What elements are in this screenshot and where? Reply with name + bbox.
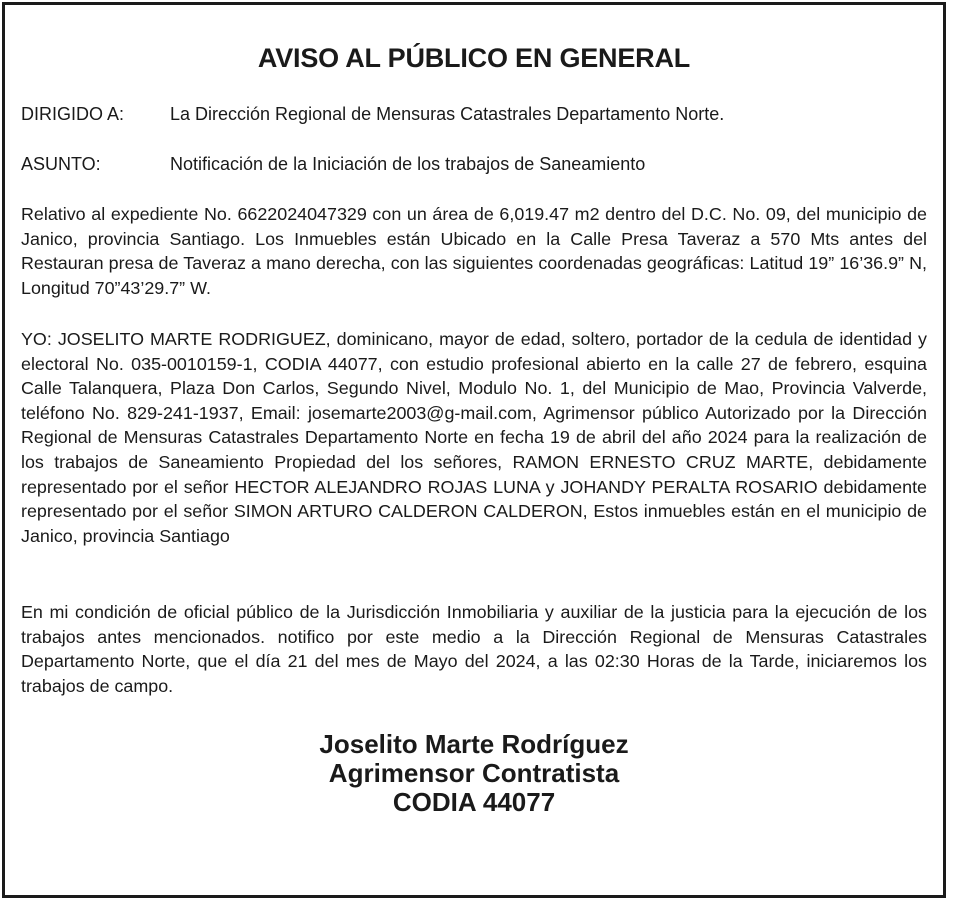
signature-codia: CODIA 44077	[392, 787, 556, 817]
subject-row	[21, 154, 645, 175]
signature-name: Joselito Marte Rodríguez	[319, 729, 629, 759]
subject-value: Notificación de la Iniciación de los trabajos de Saneamiento	[170, 154, 646, 174]
signature-role: Agrimensor Contratista	[328, 758, 620, 788]
public-notice	[2, 2, 946, 898]
notice-title: AVISO AL PÚBLICO EN GENERAL	[257, 43, 691, 73]
subject-label: ASUNTO:	[21, 154, 101, 174]
signature-block	[5, 730, 943, 817]
paragraph-declaracion: YO: JOSELITO MARTE RODRIGUEZ, dominicano, mayor de edad, soltero, portador de la cedula de identidad y electoral No. 035-0010159-1, CODIA 44077, con estudio profesional abierto en la calle 27 de febrero, esquina Calle Talanquera, Plaza Don Carlos, Segundo Nivel, Modulo No. 1, del Municipio de Mao, Provincia Valverde, teléfono No. 829-241-1937, Email: josemarte2003@g-mail.com, Agrimensor público Autorizado por la Dirección Regional de Mensuras Catastrales Departamento Norte en fecha 19 de abril del año 2024 para la realización de los trabajos de Saneamiento Propiedad del los señores, RAMON ERNESTO CRUZ MARTE, debidamente representado por el señor HECTOR ALEJANDRO ROJAS LUNA y JOHANDY PERALTA ROSARIO debidamente representado por el señor SIMON ARTURO CALDERON CALDERON, Estos inmuebles están en el municipio de Janico, provincia Santiago	[21, 329, 927, 546]
addressed-label: DIRIGIDO A:	[21, 104, 125, 124]
paragraph-notificacion: En mi condición de oficial público de la Jurisdicción Inmobiliaria y auxiliar de la justicia para la ejecución de los trabajos antes mencionados. notifico por este medio a la Dirección Regional de Mensuras Catastrales Departamento Norte, que el día 21 del mes de Mayo del 2024, a las 02:30 Horas de la Tarde, iniciaremos los trabajos de campo.	[21, 602, 927, 696]
addressed-row	[21, 104, 724, 125]
paragraph-expediente: Relativo al expediente No. 6622024047329 con un área de 6,019.47 m2 dentro del D.C. No. 09, del municipio de Janico, provincia Santiago. Los Inmuebles están Ubicado en la Calle Presa Taveraz a 570 Mts antes del Restauran presa de Taveraz a mano derecha, con las siguientes coordenadas geográficas: Latitud 19” 16’36.9” N, Longitud 70”43’29.7” W.	[21, 204, 927, 298]
addressed-value: La Dirección Regional de Mensuras Catastrales Departamento Norte.	[170, 104, 725, 124]
